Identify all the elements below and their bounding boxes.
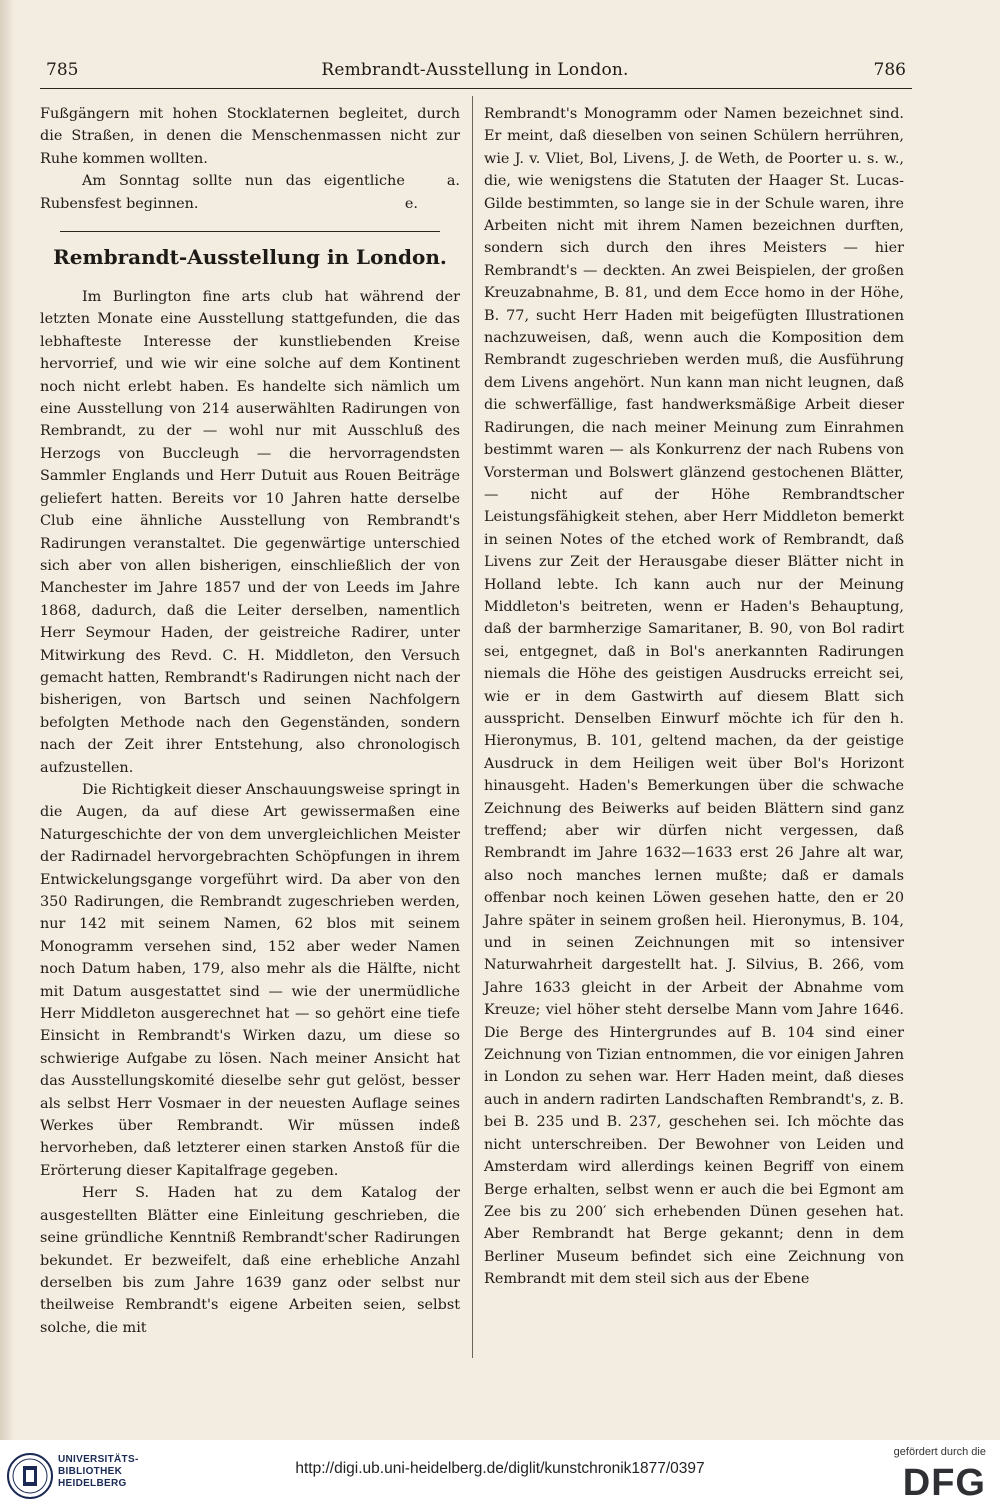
page-number-left: 785 [46, 60, 79, 80]
footer-bar [0, 1440, 1000, 1512]
page-header [40, 58, 910, 84]
university-name-line: UNIVERSITÄTS- [58, 1454, 139, 1465]
header-rule [40, 88, 912, 89]
dfg-logo: DFG [902, 1462, 986, 1504]
university-name-line: BIBLIOTHEK [58, 1466, 123, 1477]
source-url[interactable]: http://digi.ub.uni-heidelberg.de/diglit/kunstchronik1877/0397 [295, 1460, 705, 1477]
prev-article-signature: a. e. [404, 173, 460, 212]
running-title: Rembrandt-Ausstellung in London. [321, 60, 629, 80]
page-edge-shadow [0, 0, 14, 1440]
prev-article-end-text: Am Sonntag sollte nun das eigentliche Rubensfest beginnen. [40, 173, 405, 212]
prev-article-text: Fußgängern mit hohen Stocklaternen begleitet, durch die Straßen, in denen die Menschenmassen nicht zur Ruhe kommen wollten. [40, 106, 460, 167]
paragraph: Die Richtigkeit dieser Anschauungsweise springt in die Augen, da auf diese Art gewissermaßen eine Naturgeschichte der von dem unvergleichlichen Meister der Radirnadel hervorgebrachten Schöpfungen in ihrem Entwickelungsgange vorgeführt wird. Da aber von den 350 Radirungen, die Rembrandt zugeschrieben werden, nur 142 mit seinem Namen, 62 blos mit seinem Monogramm versehen sind, 152 aber weder Namen noch Datum haben, 179, also mehr als die Hälfte, nicht mit Datum ausgestattet sind — wie der unermüdliche Herr Middleton ausgerechnet hat — so gehört eine tiefe Einsicht in Rembrandt's Wirken dazu, um diese so schwierige Aufgabe zu lösen. Nach meiner Ansicht hat das Ausstellungskomité dieselbe sehr gut gelöst, besser als selbst Herr Vosmaer in der neuesten Auflage seines Werkes über Rembrandt. Wir müssen indeß hervorheben, daß letzterer einen starken Anstoß für die Erörterung dieser Kapitalfrage gegeben. [40, 781, 460, 1179]
right-column [484, 103, 904, 1291]
column-divider [472, 96, 473, 1358]
paragraph: Rembrandt's Monogramm oder Namen bezeichnet sind. Er meint, daß dieselben von seinen Schülern herrühren, wie J. v. Vliet, Bol, Livens, J. de Weth, de Poorter u. s. w., die, wie wenigstens die Statuten der Haager St. Lucas-Gilde bestimmten, so lange sie in der Schule waren, ihre Arbeiten nicht mit ihrem Namen bezeichnen durften, sondern sich durch den ihres Meisters — hier Rembrandt's — deckten. An zwei Beispielen, der großen Kreuzabnahme, B. 81, und dem Ecce homo in der Höhe, B. 77, sucht Herr Haden mit beigefügten Illustrationen nachzuweisen, daß, wenn auch die Komposition dem Rembrandt zugeschrieben werden muß, die Ausführung dem Livens angehört. Nun kann man nicht leugnen, daß die schwerfällige, fast handwerksmäßige Arbeit dieser Radirungen, die nach meiner Meinung zum Einrahmen bestimmt waren — als Konkurrenz der nach Rubens von Vorsterman und Bolswert glänzend gestochenen Blätter, — nicht auf der Höhe Rembrandtscher Leistungsfähigkeit stehen, aber Herr Middleton bemerkt in seinen Notes of the etched work of Rembrandt, daß Livens zur Zeit der Herausgabe dieser Blätter nicht in Holland lebte. Ich kann auch nur der Meinung Middleton's beitreten, wenn er Haden's Behauptung, daß der barmherzige Samaritaner, B. 90, von Bol radirt sei, entgegnet, daß in Bol's anerkannten Radirungen niemals die Höhe des geistigen Ausdrucks erreicht sei, wie er in dem Gastwirth auf diesem Blatt sich ausspricht. Denselben Einwurf möchte ich für den h. Hieronymus, B. 101, geltend machen, da der geistige Ausdruck in dem Heiligen weit über Bol's Horizont hinausgeht. Haden's Bemerkungen über die schwache Zeichnung des Beiwerks auf beiden Blättern sind ganz treffend; aber wir dürfen nicht vergessen, daß Rembrandt im Jahre 1632—1633 erst 26 Jahre alt war, also noch manches lernen mußte; daß er damals offenbar noch keinen Löwen gesehen hatte, den er 20 Jahre später in seinem großen heil. Hieronymus, B. 104, und in seinen Zeichnungen mit so intensiver Naturwahrheit dargestellt hat. J. Silvius, B. 266, vom Jahre 1633 gleicht in der Arbeit der Abnahme vom Kreuze; viel höher steht derselbe Mann vom Jahre 1646. Die Berge des Hintergrundes auf B. 104 sind einer Zeichnung von Tizian entnommen, die vor einigen Jahren in London zu sehen war. Herr Haden meint, daß dieses auch in andern radirten Landschaften Rembrandt's, z. B. bei B. 235 und B. 237, geschehen sei. Ich möchte das nicht unterschreiben. Der Bewohner von Leiden und Amsterdam wird allerdings keinen Begriff von einem Berge erhalten, selbst wenn er auch die bei Egmont am Zee bis zu 200′ sich erhebenden Dünen gesehen hat. Aber Rembrandt hat Berge gekannt; denn in dem Berliner Museum befindet sich eine Zeichnung von Rembrandt mit dem steil sich aus der Ebene [484, 106, 904, 1288]
prev-article-ending [40, 170, 460, 215]
section-divider [60, 231, 440, 232]
university-name-line: HEIDELBERG [58, 1478, 127, 1489]
section-title: Rembrandt-Ausstellung in London. [53, 245, 447, 270]
paragraph: Herr S. Haden hat zu dem Katalog der ausgestellten Blätter eine Einleitung geschrieben, die seine gründliche Kenntniß Rembrandt'scher Radirungen bekundet. Er bezweifelt, daß eine erhebliche Anzahl derselben bis zum Jahre 1639 ganz oder selbst nur theilweise Rembrandt's eigene Arbeiten seien, selbst solche, die mit [40, 1185, 460, 1336]
funded-by-label: gefördert durch die [893, 1446, 986, 1458]
paragraph: Im Burlington fine arts club hat während der letzten Monate eine Ausstellung stattgefunden, die das lebhafteste Interesse der kunstliebenden Kreise hervorrief, und wie wir eine solche auf dem Kontinent noch nicht erlebt haben. Es handelte sich nämlich um eine Ausstellung von 214 auserwählten Radirungen von Rembrandt, zu der — wohl nur mit Ausschluß des Herzogs von Buccleugh — die hervorragendsten Sammler Englands und Herr Dutuit aus Rouen Beiträge geliefert hatten. Bereits vor 10 Jahren hatte derselbe Club eine ähnliche Ausstellung von Rembrandt's Radirungen veranstaltet. Die gegenwärtige unterschied sich aber von allen bisherigen, einschließlich der von Manchester im Jahre 1857 und der von Leeds im Jahre 1868, dadurch, daß die Leiter derselben, namentlich Herr Seymour Haden, der geistreiche Radirer, unter Mitwirkung des Revd. C. H. Middleton, den Versuch gemacht hatten, Rembrandt's Radirungen nicht nach der bisherigen, von Bartsch und seinen Nachfolgern befolgten Methode nach den Gegenständen, sondern nach der Zeit ihrer Entstehung, also chronologisch aufzustellen. [40, 289, 460, 776]
page-number-right: 786 [873, 60, 906, 80]
left-column [40, 103, 460, 1339]
